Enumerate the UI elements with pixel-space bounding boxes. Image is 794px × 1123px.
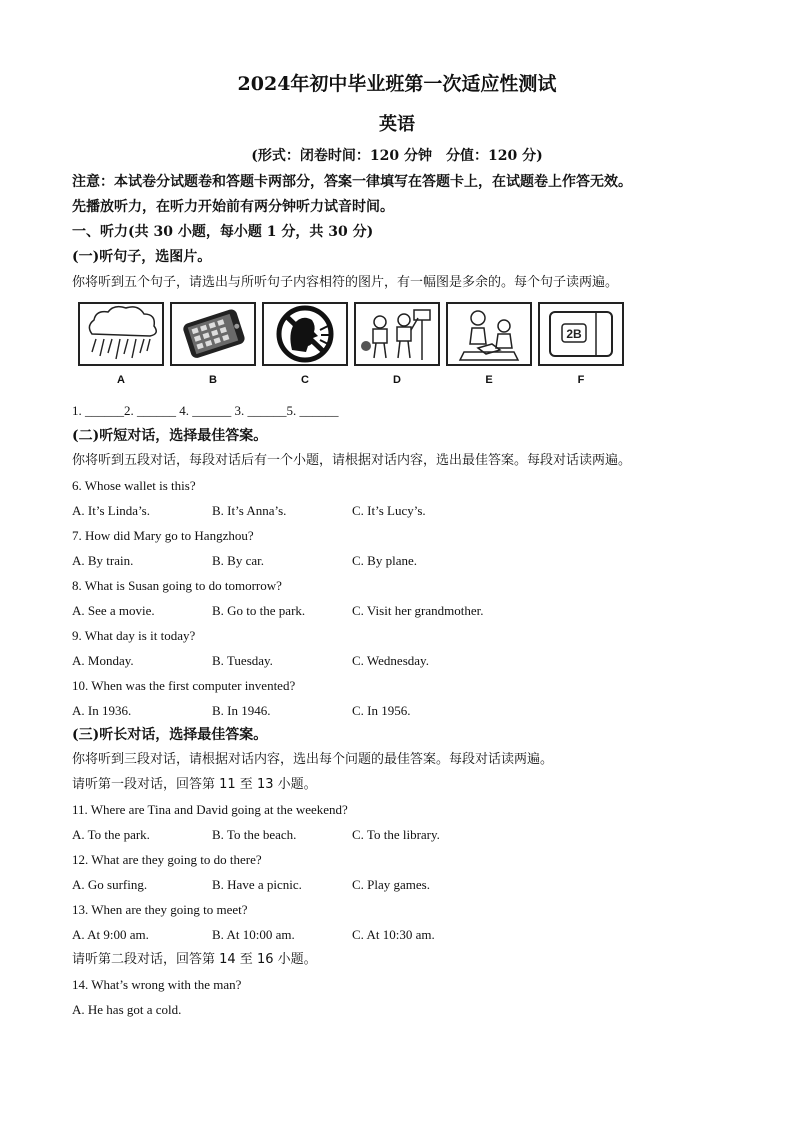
option-c: C. In 1956.	[352, 703, 411, 718]
question: 12. What are they going to do there?	[72, 852, 262, 867]
option-a: A. By train.	[72, 553, 134, 568]
picture-label: B	[209, 374, 217, 386]
mobile-phone-icon	[170, 302, 256, 366]
option-a: A. It’s Linda’s.	[72, 503, 150, 518]
picture-label: F	[577, 374, 585, 386]
option-c: C. Wednesday.	[352, 653, 429, 668]
question: 14. What’s wrong with the man?	[72, 977, 242, 992]
option-b: B. It’s Anna’s.	[212, 503, 287, 518]
option-a: A. At 9:00 am.	[72, 927, 149, 942]
question: 8. What is Susan going to do tomorrow?	[72, 578, 282, 593]
option-a: A. To the park.	[72, 827, 150, 842]
rain-cloud-icon	[78, 302, 164, 366]
option-b: B. In 1946.	[212, 703, 271, 718]
option-a: A. In 1936.	[72, 703, 132, 718]
children-playing-icon	[354, 302, 440, 366]
option-b: B. Tuesday.	[212, 653, 273, 668]
option-c: C. At 10:30 am.	[352, 927, 435, 942]
option-a: A. He has got a cold.	[72, 1002, 182, 1017]
option-a: A. Go surfing.	[72, 877, 148, 892]
dialog2-instruction: 请听第二段对话，回答第 14 至 16 小题。	[72, 952, 317, 967]
picture-label: A	[117, 374, 125, 386]
option-c: C. By plane.	[352, 553, 417, 568]
no-talking-icon	[262, 302, 348, 366]
question: 7. How did Mary go to Hangzhou?	[72, 528, 254, 543]
notice-line-1: 注意：本试卷分试题卷和答题卡两部分，答案一律填写在答题卡上，在试题卷上作答无效。	[72, 174, 632, 190]
question: 9. What day is it today?	[72, 628, 196, 643]
subject-title: 英语	[379, 114, 415, 135]
question: 13. When are they going to meet?	[72, 902, 248, 917]
option-b: B. By car.	[212, 553, 264, 568]
option-c: C. To the library.	[352, 827, 440, 842]
part2-instruction: 你将听到五段对话，每段对话后有一个小题，请根据对话内容，选出最佳答案。每段对话读两遍。	[72, 453, 632, 468]
part3-instruction: 你将听到三段对话，请根据对话内容，选出每个问题的最佳答案。每段对话读两遍。	[72, 752, 554, 767]
question: 11. Where are Tina and David going at the weekend?	[72, 802, 348, 817]
mother-and-child-reading-icon	[446, 302, 532, 366]
answer-blanks: 1. ______2. ______ 4. ______ 3. ______5. ______	[72, 403, 339, 418]
part1-instruction: 你将听到五个句子，请选出与所听句子内容相符的图片，有一幅图是多余的。每个句子读两遍。	[72, 275, 619, 290]
option-a: A. Monday.	[72, 653, 134, 668]
option-c: C. It’s Lucy’s.	[352, 503, 426, 518]
dialog1-instruction: 请听第一段对话，回答第 11 至 13 小题。	[72, 777, 317, 792]
section-heading-listening: 一、听力(共 30 小题，每小题 1 分，共 30 分)	[72, 224, 374, 240]
option-c: C. Play games.	[352, 877, 430, 892]
svg-text:2B: 2B	[566, 327, 582, 341]
option-b: B. Go to the park.	[212, 603, 306, 618]
option-b: B. Have a picnic.	[212, 877, 302, 892]
picture-label: D	[393, 374, 401, 386]
question: 6. Whose wallet is this?	[72, 478, 196, 493]
picture-label: C	[301, 374, 309, 386]
question: 10. When was the first computer invented?	[72, 678, 296, 693]
eraser-2b-icon	[538, 302, 624, 366]
part1-heading: (一)听句子，选图片。	[72, 249, 212, 265]
notice-line-2: 先播放听力，在听力开始前有两分钟听力试音时间。	[72, 199, 394, 215]
exam-meta: (形式：闭卷时间：120 分钟 分值：120 分)	[251, 148, 543, 164]
part3-heading: (三)听长对话，选择最佳答案。	[72, 727, 268, 743]
picture-row	[78, 302, 648, 388]
option-a: A. See a movie.	[72, 603, 155, 618]
option-b: B. At 10:00 am.	[212, 927, 295, 942]
part2-heading: (二)听短对话，选择最佳答案。	[72, 428, 268, 444]
exam-title: 2024年初中毕业班第一次适应性测试	[237, 73, 557, 95]
option-b: B. To the beach.	[212, 827, 297, 842]
option-c: C. Visit her grandmother.	[352, 603, 484, 618]
picture-label: E	[485, 374, 493, 386]
